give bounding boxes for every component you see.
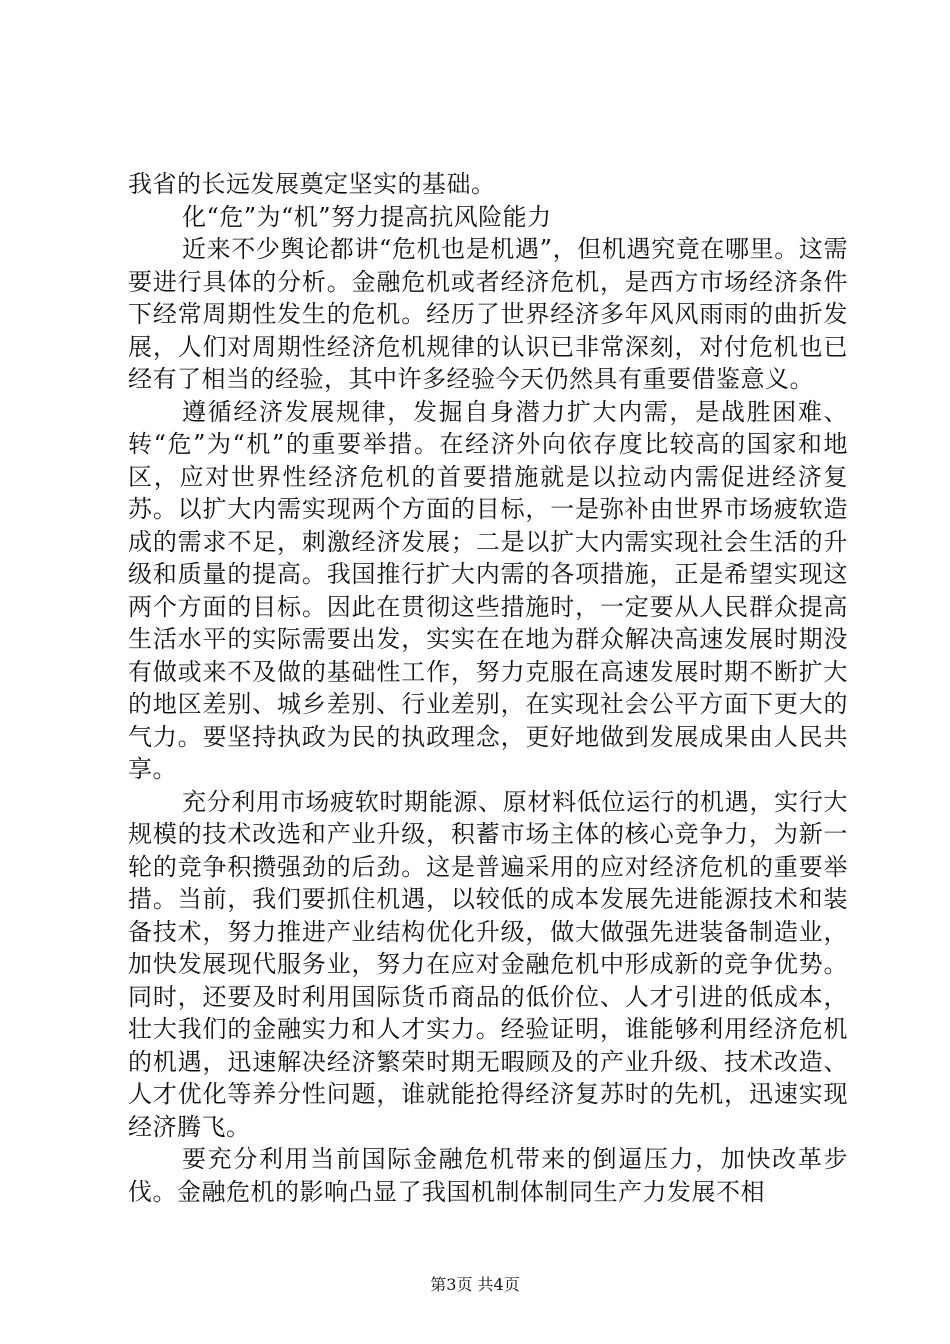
paragraph: 遵循经济发展规律，发掘自身潜力扩大内需，是战胜困难、转“危”为“机”的重要举措。在经济外向依存度比较高的国家和地区，应对世界性经济危机的首要措施就是以拉动内需促进经济复苏。以扩大内需实现两个方面的目标，一是弥补由世界市场疲软造成的需求不足，刺激经济发展；二是以扩大内需实现社会生活的升级和质量的提高。我国推行扩大内需的各项措施，正是希望实现这两个方面的目标。因此在贯彻这些措施时，一定要从人民群众提高生活水平的实际需要出发，实实在在地为群众解决高速发展时期没有做或来不及做的基础性工作，努力克服在高速发展时期不断扩大的地区差别、城乡差别、行业差别，在实现社会公平方面下更大的气力。要坚持执政为民的执政理念，更好地做到发展成果由人民共享。 (128, 397, 848, 783)
paragraph-continuation: 我省的长远发展奠定坚实的基础。 (128, 170, 496, 198)
document-body (128, 168, 848, 1208)
page-number-footer: 第3页 共4页 (430, 1275, 520, 1294)
section-heading: 化“危”为“机”努力提高抗风险能力 (182, 202, 552, 231)
paragraph: 近来不少舆论都讲“危机也是机遇”，但机遇究竟在哪里。这需要进行具体的分析。金融危机或者经济危机，是西方市场经济条件下经常周期性发生的危机。经历了世界经济多年风风雨雨的曲折发展，人们对周期性经济危机规律的认识已非常深刻，对付危机也已经有了相当的经验，其中许多经验今天仍然具有重要借鉴意义。 (128, 235, 848, 393)
paragraph: 要充分利用当前国际金融危机带来的倒逼压力，加快改革步伐。金融危机的影响凸显了我国机制体制同生产力发展不相 (128, 1145, 848, 1206)
paragraph: 充分利用市场疲软时期能源、原材料低位运行的机遇，实行大规模的技术改选和产业升级，积蓄市场主体的核心竞争力，为新一轮的竞争积攒强劲的后劲。这是普遍采用的应对经济危机的重要举措。当前，我们要抓住机遇，以较低的成本发展先进能源技术和装备技术，努力推进产业结构优化升级，做大做强先进装备制造业，加快发展现代服务业，努力在应对金融危机中形成新的竞争优势。同时，还要及时利用国际货币商品的低价位、人才引进的低成本，壮大我们的金融实力和人才实力。经验证明，谁能够利用经济危机的机遇，迅速解决经济繁荣时期无暇顾及的产业升级、技术改造、人才优化等养分性问题，谁就能抢得经济复苏时的先机，迅速实现经济腾飞。 (128, 787, 848, 1141)
